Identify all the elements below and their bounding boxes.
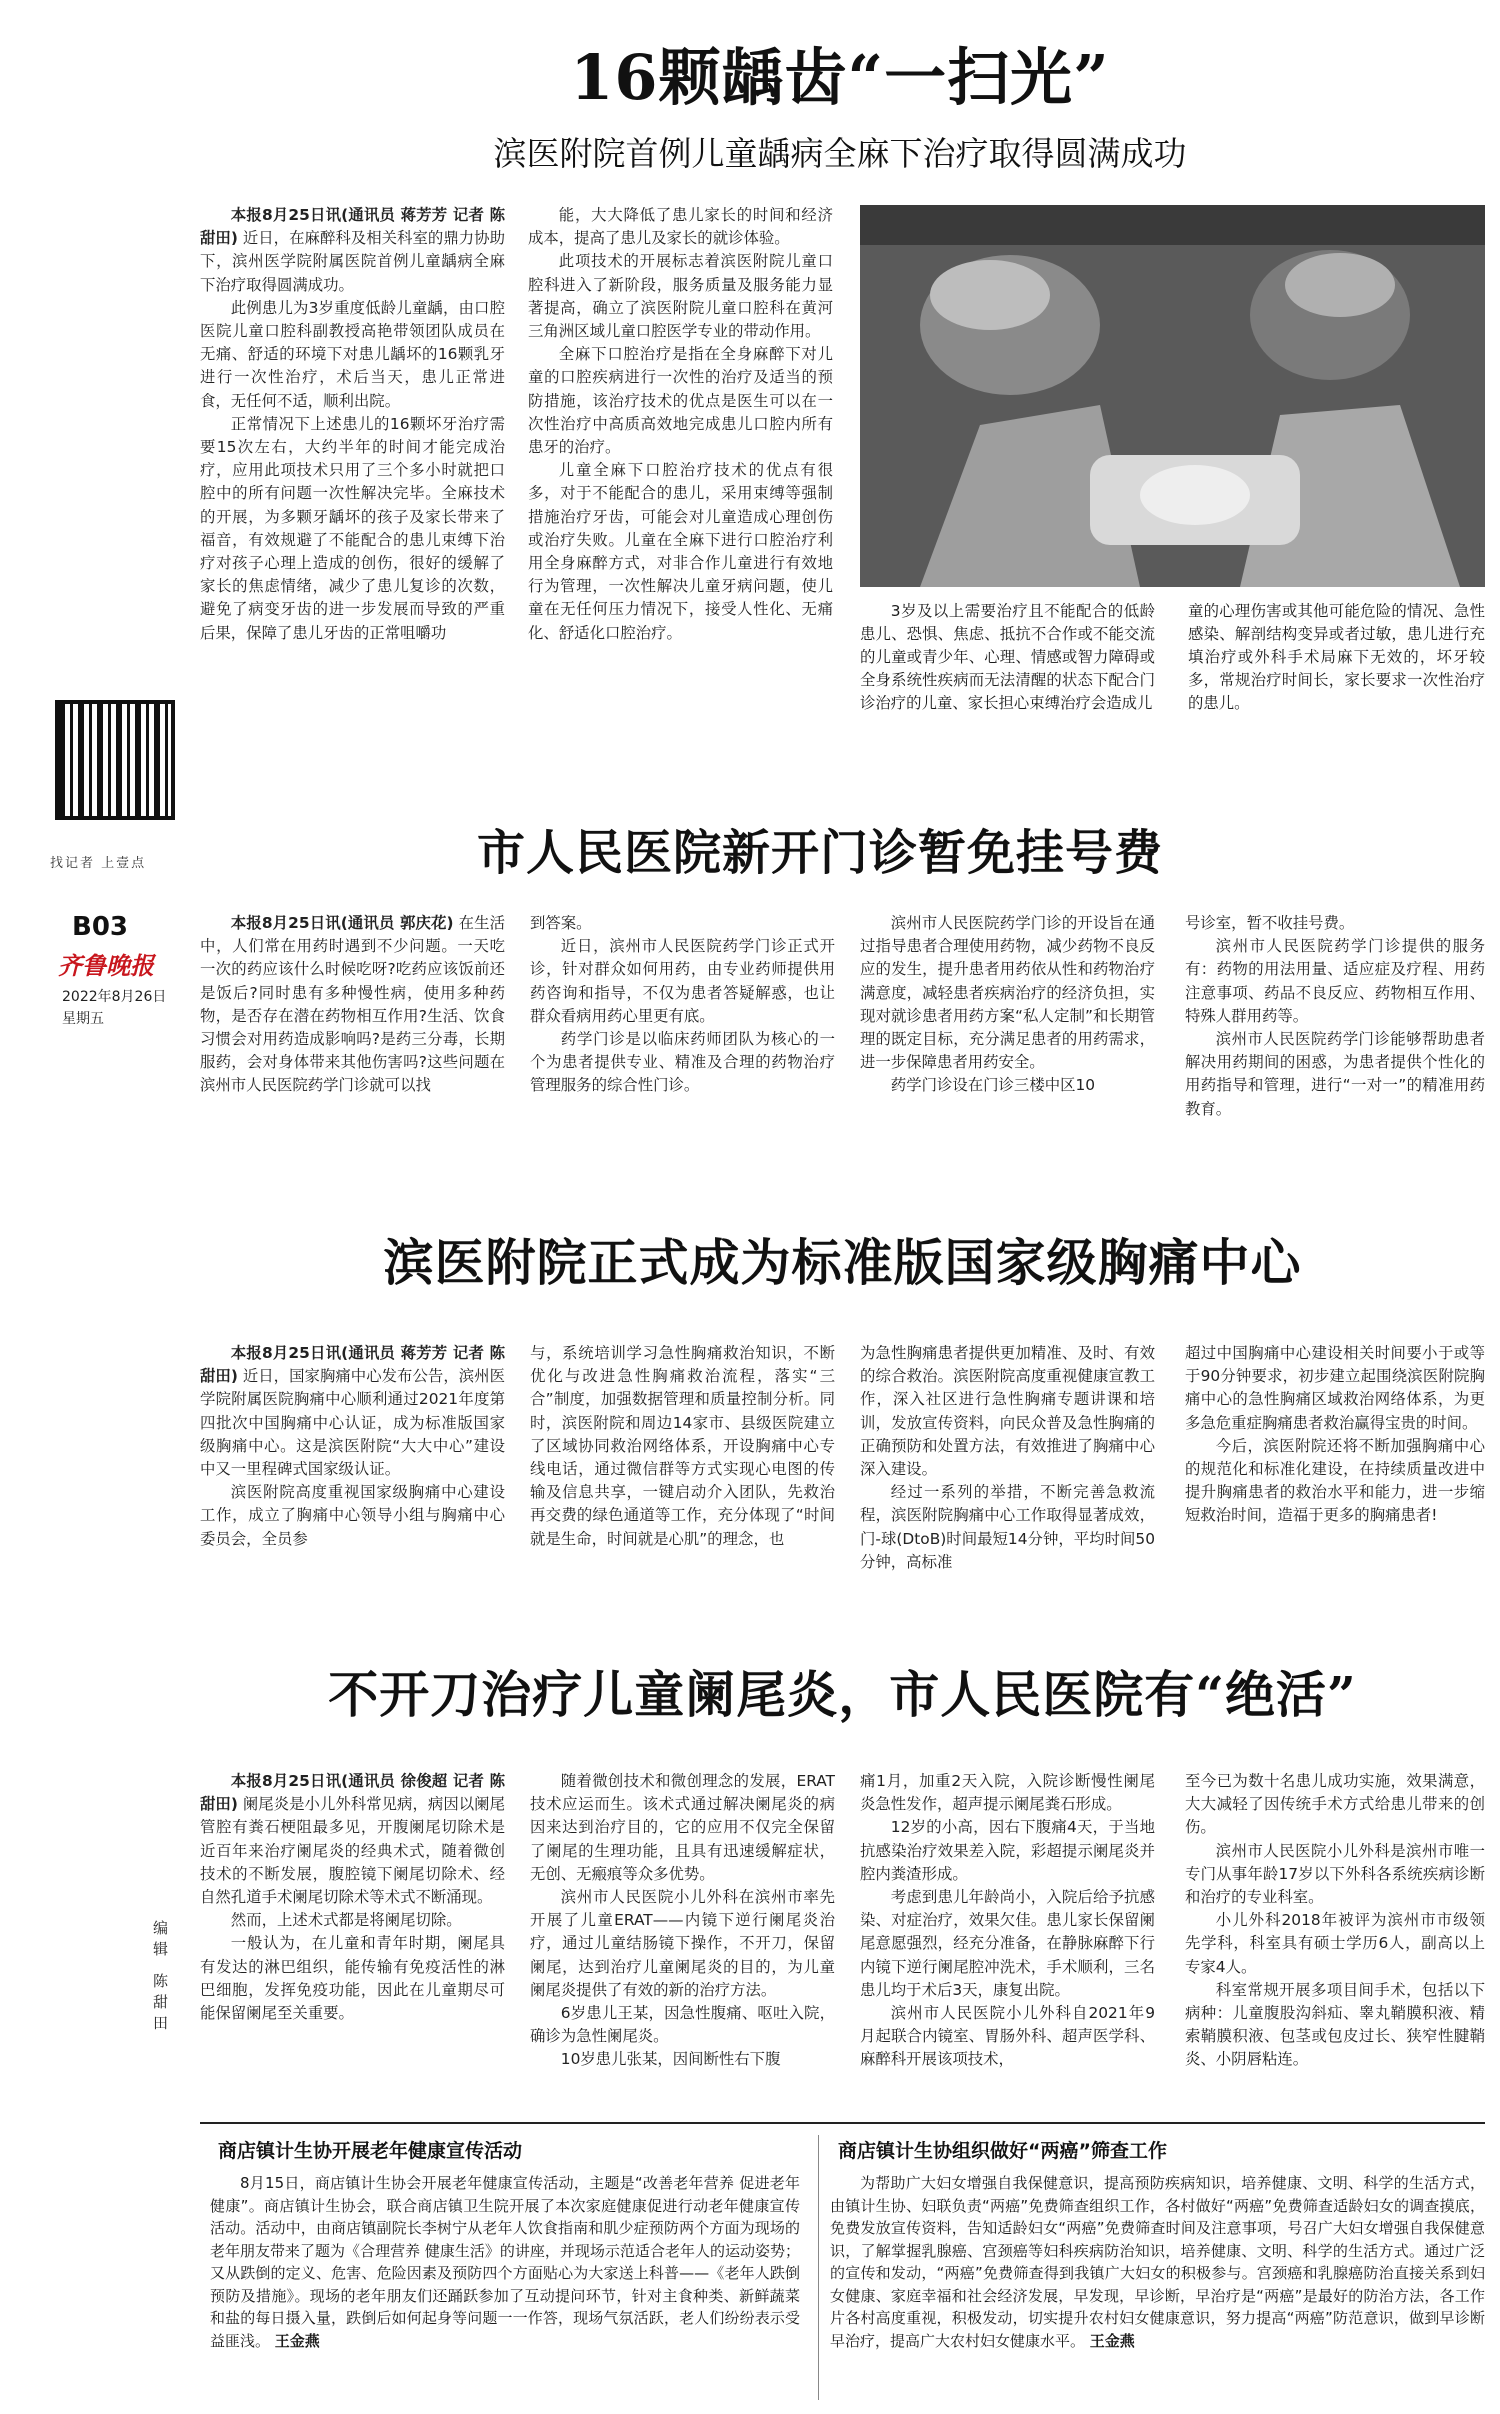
article3-col1: 本报8月25日讯(通讯员 蒋芳芳 记者 陈甜田) 近日，国家胸痛中心发布公告，滨州医学院附属医院胸痛中心顺利通过2021年度第四批次中国胸痛中心认证，成为标准版国家级胸痛中心。这是滨医附院“大大中心”建设中又一里程碑式国家级认证。 滨医附院高度重视国家级胸痛中心建设工作，成立了胸痛中心领导小组与胸痛中心委员会，全员参 — [200, 1344, 505, 1548]
article1-credit: 本报8月25日讯(通讯员 蒋芳芳 记者 陈甜田) — [200, 206, 505, 248]
article3-col3: 为急性胸痛患者提供更加精准、及时、有效的综合救治。滨医附院高度重视健康宣教工作，深入社区进行急性胸痛专题讲课和培训，发放宣传资料，向民众普及急性胸痛的正确预防和处置方法，有效推进了胸痛中心深入建设。 经过一系列的举措，不断完善急救流程，滨医附院胸痛中心工作取得显著成效，门-球(DtoB)时间最短14分钟，平均时间50分钟，高标准 — [860, 1344, 1155, 1571]
article4-credit: 本报8月25日讯(通讯员 徐俊超 记者 陈甜田) — [200, 1772, 505, 1814]
article1-caption-col2: 童的心理伤害或其他可能危险的情况、急性感染、解剖结构变异或者过敏，患儿进行充填治疗或外科手术局麻下无效的，坏牙较多，常规治疗时间长，家长要求一次性治疗的患儿。 — [1188, 602, 1485, 712]
brief1-title: 商店镇计生协开展老年健康宣传活动 — [218, 2140, 523, 2162]
article4-col3: 痛1月，加重2天入院，入院诊断慢性阑尾炎急性发作，超声提示阑尾粪石形成。 12岁的小高，因右下腹痛4天，于当地抗感染治疗效果差入院，彩超提示阑尾炎并腔内粪渣形成。 考虑到患儿年龄尚小，入院后给予抗感染、对症治疗，效果欠佳。患儿家长保留阑尾意愿强烈，经充分准备，在静脉麻醉下行内镜下逆行阑尾腔冲洗术，手术顺利，三名患儿均于术后3天，康复出院。 滨州市人民医院小儿外科自2021年9月起联合内镜室、胃肠外科、超声医学科、麻醉科开展该项技术， — [860, 1772, 1155, 2069]
article4-col4: 至今已为数十名患儿成功实施，效果满意，大大减轻了因传统手术方式给患儿带来的创伤。 滨州市人民医院小儿外科是滨州市唯一专门从事年龄17岁以下外科各系统疾病诊断和治疗的专业科室。 小儿外科2018年被评为滨州市市级领先学科，科室具有硕士学历6人，副高以上专家4人。 科室常规开展多项目间手术，包括以下病种：儿童腹股沟斜疝、睾丸鞘膜积液、精索鞘膜积液、包茎或包皮过长、狭窄性腱鞘炎、小阴唇粘连。 — [1185, 1772, 1485, 2069]
brief1-author: 王金燕 — [274, 2331, 320, 2350]
article2-col2: 到答案。 近日，滨州市人民医院药学门诊正式开诊，针对群众如何用药，由专业药师提供用药咨询和指导，不仅为患者答疑解惑，也让群众看病用药心里更有底。 药学门诊是以临床药师团队为核心的一个为患者提供专业、精准及合理的药物治疗管理服务的综合性门诊。 — [530, 914, 835, 1095]
page-number: B03 — [72, 912, 128, 942]
briefs-divider — [200, 2122, 1485, 2124]
article1-title: 16颗龋齿“一扫光” — [570, 41, 1110, 114]
article4-title: 不开刀治疗儿童阑尾炎，市人民医院有“绝活” — [328, 1665, 1357, 1724]
qr-code[interactable] — [55, 700, 175, 820]
article3-title: 滨医附院正式成为标准版国家级胸痛中心 — [383, 1233, 1302, 1292]
article2-col1: 本报8月25日讯(通讯员 郭庆花) 在生活中，人们常在用药时遇到不少问题。一天吃一次的药应该什么时候吃呀?吃药应该饭前还是饭后?同时患有多种慢性病，使用多种药物，是否存在潜在药物相互作用?生活、饮食习惯会对用药造成影响吗?是药三分毒，长期服药，会对身体带来其他伤害吗?这些问题在滨州市人民医院药学门诊就可以找 — [200, 914, 505, 1095]
brief2-body: 为帮助广大妇女增强自我保健意识，提高预防疾病知识，培养健康、文明、科学的生活方式，由镇计生协、妇联负责“两癌”免费筛查组织工作，各村做好“两癌”免费筛查适龄妇女的调查摸底，免费发放宣传资料，告知适龄妇女“两癌”免费筛查时间及注意事项，号召广大妇女增强自我保健意识，了解掌握乳腺癌、宫颈癌等妇科疾病防治知识，培养健康、文明、科学的生活方式。通过广泛的宣传和发动，“两癌”免费筛查得到我镇广大妇女的积极参与。宫颈癌和乳腺癌防治直接关系到妇女健康、家庭幸福和社会经济发展，早发现，早诊断，早治疗是“两癌”是最好的防治方法，各工作片各村高度重视，积极发动，切实提升农村妇女健康意识，努力提高“两癌”防范意识，做到早诊断早治疗，提高广大农村妇女健康水平。 王金燕 — [830, 2174, 1485, 2350]
brief2-author: 王金燕 — [1089, 2331, 1135, 2350]
qr-label: 找记者 上壹点 — [50, 856, 147, 871]
article4-col1: 本报8月25日讯(通讯员 徐俊超 记者 陈甜田) 阑尾炎是小儿外科常见病，病因以阑尾管腔有粪石梗阻最多见，开腹阑尾切除术是近百年来治疗阑尾炎的经典术式，随着微创技术的不断发展，腹腔镜下阑尾切除术、经自然孔道手术阑尾切除术等术式不断涌现。 然而，上述术式都是将阑尾切除。 一般认为，在儿童和青年时期，阑尾具有发达的淋巴组织，能传输有免疫活性的淋巴细胞，发挥免疫功能，因此在儿童期尽可能保留阑尾至关重要。 — [200, 1772, 505, 2023]
article4-col2: 随着微创技术和微创理念的发展，ERAT技术应运而生。该术式通过解决阑尾炎的病因来达到治疗目的，它的应用不仅完全保留了阑尾的生理功能，且具有迅速缓解症状，无创、无瘢痕等众多优势。 滨州市人民医院小儿外科在滨州市率先开展了儿童ERAT——内镜下逆行阑尾炎治疗，通过儿童结肠镜下操作，不开刀，保留阑尾，达到治疗儿童阑尾炎的目的，为儿童阑尾炎提供了有效的新的治疗方法。 6岁患儿王某，因急性腹痛、呕吐入院，确诊为急性阑尾炎。 10岁患儿张某，因间断性右下腹 — [530, 1772, 835, 2069]
article2-col3: 滨州市人民医院药学门诊的开设旨在通过指导患者合理使用药物，减少药物不良反应的发生，提升患者用药依从性和药物治疗满意度，减轻患者疾病治疗的经济负担，实现对就诊患者用药方案“私人定制”和长期管理的既定目标，充分满足患者的用药需求，进一步保障患者用药安全。 药学门诊设在门诊三楼中区10 — [860, 914, 1155, 1095]
issue-date: 2022年8月26日 — [62, 989, 167, 1005]
brief2-title: 商店镇计生协组织做好“两癌”筛查工作 — [838, 2140, 1167, 2162]
briefs-column-divider — [818, 2135, 819, 2400]
article3-col4: 超过中国胸痛中心建设相关时间要小于或等于90分钟要求，初步建立起围绕滨医附院胸痛中心的急性胸痛区域救治网络体系，为更多急危重症胸痛患者救治赢得宝贵的时间。 今后，滨医附院还将不断加强胸痛中心的规范化和标准化建设，在持续质量改进中提升胸痛患者的救治水平和能力，进一步缩短救治时间，造福于更多的胸痛患者! — [1185, 1344, 1485, 1525]
surgery-photo-art — [860, 205, 1485, 587]
article1-subtitle: 滨医附院首例儿童龋病全麻下治疗取得圆满成功 — [493, 134, 1187, 173]
article1-col1: 本报8月25日讯(通讯员 蒋芳芳 记者 陈甜田) 近日，在麻醉科及相关科室的鼎力协助下，滨州医学院附属医院首例儿童龋病全麻下治疗取得圆满成功。 此例患儿为3岁重度低龄儿童龋，由口腔医院儿童口腔科副教授高艳带领团队成员在无痛、舒适的环境下对患儿龋坏的16颗乳牙进行一次性治疗，术后当天，患儿正常进食，无任何不适，顺利出院。 正常情况下上述患儿的16颗坏牙治疗需要15次左右，大约半年的时间才能完成治疗，应用此项技术只用了三个多小时就把口腔中的所有问题一次性解决完毕。全麻技术的开展，为多颗牙龋坏的孩子及家长带来了福音，有效规避了不能配合的患儿束缚下治疗对孩子心理上造成的创伤，很好的缓解了家长的焦虑情绪，减少了患儿复诊的次数，避免了病变牙齿的进一步发展而导致的严重后果，保障了患儿牙齿的正常咀嚼功 — [200, 206, 505, 642]
article2-title: 市人民医院新开门诊暂免挂号费 — [476, 825, 1163, 881]
article2-credit: 本报8月25日讯(通讯员 郭庆花) — [230, 914, 454, 932]
brief1-body: 8月15日，商店镇计生协会开展老年健康宣传活动，主题是“改善老年营养 促进老年健康”。商店镇计生协会，联合商店镇卫生院开展了本次家庭健康促进行动老年健康宣传活动。活动中，由商店镇副院长李树宁从老年人饮食指南和肌少症预防两个方面为现场的老年朋友带来了题为《合理营养 健康生活》的讲座，并现场示范适合老年人的运动姿势；又从跌倒的定义、危害、危险因素及预防四个方面贴心为大家送上科普——《老年人跌倒预防及措施》。现场的老年朋友们还踊跃参加了互动提问环节，针对主食种类、新鲜蔬菜和盐的每日摄入量，跌倒后如何起身等问题一一作答，现场气氛活跃，老人们纷纷表示受益匪浅。 王金燕 — [210, 2174, 800, 2350]
paper-logo: 齐鲁晚报 — [58, 951, 154, 980]
article1-col2: 能，大大降低了患儿家长的时间和经济成本，提高了患儿及家长的就诊体验。 此项技术的开展标志着滨医附院儿童口腔科进入了新阶段，服务质量及服务能力显著提高，确立了滨医附院儿童口腔科在黄河三角洲区域儿童口腔医学专业的带动作用。 全麻下口腔治疗是指在全身麻醉下对儿童的口腔疾病进行一次性的治疗及适当的预防措施，该治疗技术的优点是医生可以在一次性治疗中高质高效地完成患儿口腔内所有患牙的治疗。 儿童全麻下口腔治疗技术的优点有很多，对于不能配合的患儿，采用束缚等强制措施治疗牙齿，可能会对儿童造成心理创伤或治疗失败。儿童在全麻下进行口腔治疗利用全身麻醉方式，对非合作儿童进行有效地行为管理，一次性解决儿童牙病问题，使儿童在无任何压力情况下，接受人性化、无痛化、舒适化口腔治疗。 — [528, 206, 833, 642]
article2-col4: 号诊室，暂不收挂号费。 滨州市人民医院药学门诊提供的服务有：药物的用法用量、适应症及疗程、用药注意事项、药品不良反应、药物相互作用、特殊人群用药等。 滨州市人民医院药学门诊能够帮助患者解决用药期间的困惑，为患者提供个性化的用药指导和管理，进行“一对一”的精准用药教育。 — [1185, 914, 1485, 1118]
article1-caption-col1: 3岁及以上需要治疗且不能配合的低龄患儿、恐惧、焦虑、抵抗不合作或不能交流的儿童或青少年、心理、情感或智力障碍或全身系统性疾病而无法清醒的状态下配合门诊治疗的儿童、家长担心束缚治疗会造成儿 — [860, 602, 1155, 712]
article3-credit: 本报8月25日讯(通讯员 蒋芳芳 记者 陈甜田) — [200, 1344, 505, 1386]
issue-weekday: 星期五 — [62, 1011, 104, 1027]
editor-credit: 编辑 陈甜田 — [151, 1920, 169, 2036]
article3-col2: 与，系统培训学习急性胸痛救治知识，不断优化与改进急性胸痛救治流程，落实“三合”制度，加强数据管理和质量控制分析。同时，滨医附院和周边14家市、县级医院建立了区域协同救治网络体系，开设胸痛中心专线电话，通过微信群等方式实现心电图的传输及信息共享，一键启动介入团队，先救治再交费的绿色通道等工作，充分体现了“时间就是生命，时间就是心肌”的理念，也 — [530, 1344, 835, 1548]
surgery-photo — [860, 205, 1485, 587]
